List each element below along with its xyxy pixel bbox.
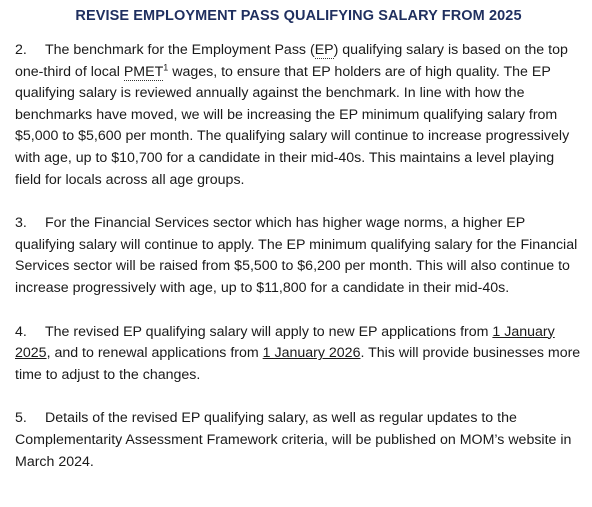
paragraph-text: The revised EP qualifying salary will apply to new EP applications from [45, 323, 493, 340]
page-title: REVISE EMPLOYMENT PASS QUALIFYING SALARY FROM 2025 [75, 8, 522, 24]
paragraph-number: 2. [15, 42, 27, 58]
paragraph-text: For the Financial Services sector which has higher wage norms, a higher EP qualifying salary will continue to apply. The EP minimum qualifying salary for the Financial Services sector will be raised from $5,500 to $6,200 per month. This will also continue to increase progressively with age, up to $11,800 for a candidate in their mid-40s. [15, 215, 578, 296]
footnote-marker: 1 [163, 61, 169, 72]
abbreviation-ep[interactable]: EP [314, 42, 334, 58]
paragraph-text: Details of the revised EP qualifying salary, as well as regular updates to the Complementarity Assessment Framework criteria, will be published on MOM’s website in March 2024. [15, 410, 572, 470]
paragraph-text: . This will provide businesses more time to adjust to the changes. [15, 345, 581, 383]
paragraph-number: 3. [15, 215, 27, 232]
paragraph-2 [15, 40, 582, 191]
paragraph-5 [15, 408, 582, 473]
paragraph-4 [15, 322, 582, 387]
paragraph-3 [15, 213, 582, 299]
abbreviation-pmet[interactable]: PMET [123, 63, 164, 80]
date-link-new-applications[interactable]: 1 January 2025 [15, 323, 555, 362]
date-link-renewal-applications[interactable]: 1 January 2026 [262, 345, 361, 362]
paragraph-number: 4. [15, 323, 27, 340]
paragraph-text: , and to renewal applications from [46, 345, 263, 362]
paragraph-number: 5. [15, 410, 27, 427]
paragraph-text: wages, to ensure that EP holders are of high quality. The EP qualifying salary is reviewed annually against the benchmark. In line with how the benchmarks have moved, we will be increasing the EP minimum qualifying salary from $5,000 to $5,600 per month. The qualifying salary will continue to increase progressively with age, up to $10,700 for a candidate in their mid-40s. This maintains a level playing field for locals across all age groups. [15, 63, 570, 188]
paragraph-text: The benchmark for the Employment Pass ( [45, 42, 315, 58]
paragraph-text: ) qualifying salary is based on the top one-third of local [15, 42, 568, 80]
